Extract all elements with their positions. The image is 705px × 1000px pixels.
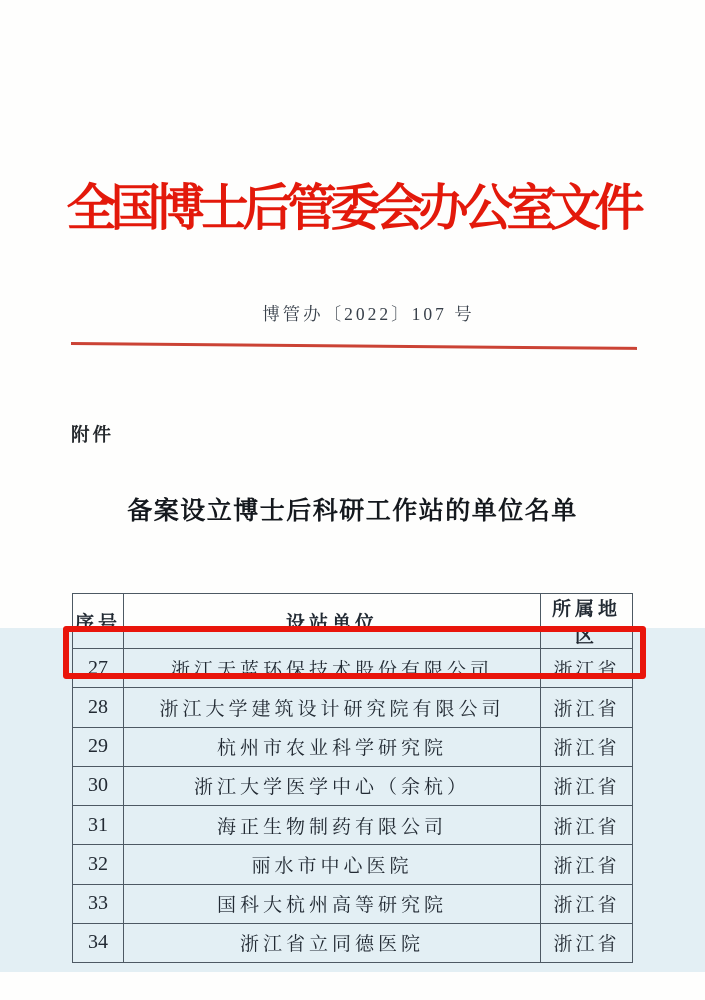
document-number: 博管办〔2022〕107 号	[262, 304, 475, 324]
row-unit-name: 国科大杭州高等研究院	[124, 884, 541, 923]
table-title: 备案设立博士后科研工作站的单位名单	[127, 498, 578, 525]
workstation-units-table	[72, 593, 633, 963]
row-region: 浙江省	[541, 884, 633, 923]
row-region: 浙江省	[541, 649, 633, 688]
table-row	[73, 766, 633, 805]
column-header-no: 序号	[73, 594, 124, 649]
table-row	[73, 845, 633, 884]
table-row	[73, 884, 633, 923]
row-unit-name: 浙江大学建筑设计研究院有限公司	[124, 688, 541, 727]
row-number: 31	[73, 806, 124, 845]
row-unit-name: 浙江天蓝环保技术股份有限公司	[124, 649, 541, 688]
document-masthead-title: 全国博士后管委会办公室文件	[66, 180, 639, 236]
row-region: 浙江省	[541, 845, 633, 884]
row-unit-name: 浙江大学医学中心（余杭）	[124, 766, 541, 805]
row-unit-name: 杭州市农业科学研究院	[124, 727, 541, 766]
row-region: 浙江省	[541, 727, 633, 766]
table-header-row	[73, 594, 633, 649]
table-row	[73, 688, 633, 727]
column-header-region: 所属地区	[541, 594, 633, 649]
row-number: 32	[73, 845, 124, 884]
attachment-label: 附件	[71, 424, 115, 445]
row-number: 34	[73, 923, 124, 962]
row-number: 27	[73, 649, 124, 688]
row-number: 29	[73, 727, 124, 766]
row-number: 33	[73, 884, 124, 923]
table-row	[73, 806, 633, 845]
row-number: 30	[73, 766, 124, 805]
row-unit-name: 浙江省立同德医院	[124, 923, 541, 962]
row-number: 28	[73, 688, 124, 727]
row-unit-name: 海正生物制药有限公司	[124, 806, 541, 845]
row-region: 浙江省	[541, 806, 633, 845]
row-unit-name: 丽水市中心医院	[124, 845, 541, 884]
row-region: 浙江省	[541, 766, 633, 805]
table-row	[73, 727, 633, 766]
table-row	[73, 649, 633, 688]
table-row	[73, 923, 633, 962]
column-header-unit: 设站单位	[124, 594, 541, 649]
row-region: 浙江省	[541, 688, 633, 727]
red-divider-line	[71, 342, 637, 350]
row-region: 浙江省	[541, 923, 633, 962]
